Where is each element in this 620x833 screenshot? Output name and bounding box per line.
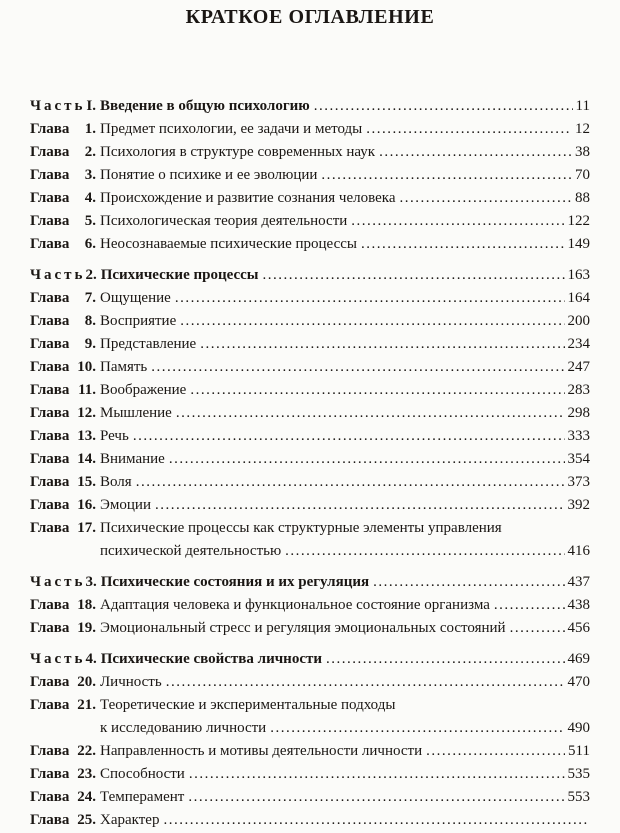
chapter-word: Глава — [30, 236, 70, 252]
entry-line-2 — [100, 540, 590, 563]
chapter-word: Глава — [30, 620, 70, 636]
entry-text: Психические свойства личности — [100, 651, 322, 667]
entry-line — [100, 425, 590, 448]
entry-label — [30, 571, 97, 594]
entry-number: 18. — [77, 597, 96, 613]
entry-number: 19. — [77, 620, 96, 636]
chapter-word: Глава — [30, 789, 70, 805]
entry-body — [100, 333, 590, 356]
entry-body — [100, 448, 590, 471]
entry-body — [100, 310, 590, 333]
entry-line — [101, 648, 590, 671]
chapter-word: Глава — [30, 520, 70, 536]
dot-leader — [285, 540, 564, 563]
entry-label — [30, 517, 96, 563]
toc-entry-part — [30, 648, 590, 671]
entry-body — [100, 210, 590, 233]
entry-line — [100, 763, 590, 786]
entry-text: Ощущение — [100, 290, 171, 306]
dot-leader — [151, 356, 564, 379]
dot-leader — [200, 333, 564, 356]
toc-entry-part — [30, 571, 590, 594]
dot-leader — [190, 379, 564, 402]
entry-number: 11. — [78, 382, 96, 398]
entry-body — [100, 494, 590, 517]
entry-line — [100, 95, 590, 118]
entry-number: 4. — [84, 190, 96, 206]
toc-entry-chapter — [30, 763, 590, 786]
entry-text: Направленность и мотивы деятельности личности — [100, 743, 423, 759]
chapter-word: Глава — [30, 428, 70, 444]
entry-body — [101, 571, 590, 594]
entry-line — [100, 210, 590, 233]
entry-label — [30, 740, 96, 763]
entry-line-1 — [100, 517, 590, 540]
entry-body — [101, 264, 590, 287]
entry-body — [100, 402, 590, 425]
page-number: 354 — [567, 451, 590, 467]
entry-number: 6. — [84, 236, 96, 252]
toc-entry-chapter — [30, 164, 590, 187]
entry-body — [100, 379, 590, 402]
entry-body — [100, 763, 590, 786]
entry-text-2: к исследованию личности — [100, 720, 267, 736]
entry-number: 3. — [85, 574, 97, 590]
part-word: Часть — [30, 267, 86, 283]
entry-text: Темперамент — [100, 789, 185, 805]
entry-number: 10. — [77, 359, 96, 375]
entry-label — [30, 471, 96, 494]
chapter-word: Глава — [30, 313, 70, 329]
dot-leader — [510, 617, 565, 640]
entry-text-1: Психические процессы как структурные элементы управления — [100, 520, 502, 536]
toc-entry-chapter — [30, 517, 590, 563]
dot-leader — [166, 671, 565, 694]
chapter-word: Глава — [30, 190, 70, 206]
entry-line-2 — [100, 717, 590, 740]
entry-text: Эмоции — [100, 497, 151, 513]
entry-label — [30, 310, 96, 333]
toc-entry-chapter — [30, 617, 590, 640]
entry-body — [100, 517, 590, 563]
entry-body — [100, 594, 590, 617]
page-number: 70 — [575, 167, 590, 183]
dot-leader — [180, 310, 564, 333]
entry-body — [100, 694, 590, 740]
page-number: 490 — [567, 720, 590, 736]
chapter-word: Глава — [30, 213, 70, 229]
chapter-word: Глава — [30, 697, 70, 713]
page-number: 164 — [567, 290, 590, 306]
entry-text: Адаптация человека и функциональное состояние организма — [100, 597, 490, 613]
entry-number: 23. — [77, 766, 96, 782]
dot-leader — [494, 594, 565, 617]
entry-label — [30, 425, 96, 448]
entry-label — [30, 264, 97, 287]
dot-leader — [133, 425, 565, 448]
entry-number: 25. — [77, 812, 96, 828]
entry-line — [100, 356, 590, 379]
entry-number: 15. — [77, 474, 96, 490]
entry-number: 3. — [84, 167, 96, 183]
toc-entry-chapter — [30, 379, 590, 402]
entry-number: I. — [86, 98, 96, 114]
chapter-word: Глава — [30, 336, 70, 352]
entry-text: Воля — [100, 474, 132, 490]
page-number: 247 — [567, 359, 590, 375]
chapter-word: Глава — [30, 382, 70, 398]
dot-leader — [163, 809, 587, 832]
entry-body — [100, 740, 590, 763]
entry-body — [100, 118, 590, 141]
toc-entry-chapter — [30, 594, 590, 617]
entry-body — [100, 671, 590, 694]
entry-label — [30, 356, 96, 379]
page-number: 456 — [567, 620, 590, 636]
entry-label — [30, 141, 96, 164]
entry-number: 7. — [84, 290, 96, 306]
entry-text: Психические состояния и их регуляция — [100, 574, 370, 590]
entry-label — [30, 617, 96, 640]
page-number: 535 — [567, 766, 590, 782]
entry-label — [30, 95, 96, 118]
entry-label — [30, 379, 96, 402]
dot-leader — [314, 95, 573, 118]
entry-label — [30, 763, 96, 786]
entry-text: Введение в общую психологию — [100, 98, 310, 114]
entry-number: 22. — [77, 743, 96, 759]
toc-entry-chapter — [30, 740, 590, 763]
entry-text: Речь — [100, 428, 129, 444]
entry-text: Психология в структуре современных наук — [100, 144, 376, 160]
entry-number: 17. — [77, 520, 96, 536]
toc-entry-chapter — [30, 809, 590, 832]
page-number: 122 — [567, 213, 590, 229]
page-number: 333 — [567, 428, 590, 444]
page-number: 11 — [575, 98, 590, 114]
page-title: КРАТКОЕ ОГЛАВЛЕНИЕ — [185, 6, 435, 28]
entry-number: 13. — [77, 428, 96, 444]
entry-line — [100, 187, 590, 210]
entry-line — [100, 594, 590, 617]
entry-line — [100, 786, 590, 809]
chapter-word: Глава — [30, 121, 70, 137]
entry-line-1 — [100, 694, 590, 717]
entry-line — [100, 233, 590, 256]
entry-number: 8. — [84, 313, 96, 329]
toc-entry-chapter — [30, 448, 590, 471]
entry-label — [30, 118, 96, 141]
toc-entry-chapter — [30, 287, 590, 310]
entry-body — [100, 471, 590, 494]
dot-leader — [373, 571, 564, 594]
chapter-word: Глава — [30, 743, 70, 759]
chapter-word: Глава — [30, 674, 70, 690]
dot-leader — [262, 264, 564, 287]
entry-text: Понятие о психике и ее эволюции — [100, 167, 318, 183]
toc-entry-chapter — [30, 356, 590, 379]
table-of-contents — [30, 95, 590, 832]
page-number: 437 — [567, 574, 590, 590]
entry-text: Личность — [100, 674, 162, 690]
entry-number: 2. — [85, 267, 97, 283]
toc-entry-chapter — [30, 141, 590, 164]
dot-leader — [426, 740, 565, 763]
toc-entry-chapter — [30, 233, 590, 256]
entry-line — [100, 402, 590, 425]
entry-number: 21. — [77, 697, 96, 713]
entry-label — [30, 333, 96, 356]
entry-body — [100, 164, 590, 187]
dot-leader — [176, 402, 565, 425]
dot-leader — [155, 494, 565, 517]
entry-text: Неосознаваемые психические процессы — [100, 236, 357, 252]
entry-line — [100, 141, 590, 164]
entry-label — [30, 187, 96, 210]
page-number: 12 — [575, 121, 590, 137]
entry-number: 12. — [77, 405, 96, 421]
toc-entry-chapter — [30, 333, 590, 356]
entry-body — [100, 187, 590, 210]
entry-label — [30, 671, 96, 694]
page-number: 234 — [567, 336, 590, 352]
dot-leader — [189, 763, 565, 786]
toc-entry-chapter — [30, 187, 590, 210]
toc-entry-chapter — [30, 402, 590, 425]
toc-entry-chapter — [30, 310, 590, 333]
toc-entry-part — [30, 95, 590, 118]
entry-text-1: Теоретические и экспериментальные подходы — [100, 697, 396, 713]
entry-text: Восприятие — [100, 313, 177, 329]
chapter-word: Глава — [30, 497, 70, 513]
entry-number: 20. — [77, 674, 96, 690]
entry-line — [101, 571, 590, 594]
page-number: 200 — [567, 313, 590, 329]
entry-label — [30, 233, 96, 256]
entry-body — [100, 233, 590, 256]
dot-leader — [361, 233, 565, 256]
page-number: 511 — [568, 743, 590, 759]
entry-label — [30, 694, 96, 740]
entry-label — [30, 164, 96, 187]
dot-leader — [136, 471, 565, 494]
chapter-word: Глава — [30, 167, 70, 183]
entry-number: 5. — [84, 213, 96, 229]
entry-line — [100, 448, 590, 471]
entry-line — [100, 617, 590, 640]
page-number: 469 — [567, 651, 590, 667]
entry-label — [30, 287, 96, 310]
entry-number: 1. — [84, 121, 96, 137]
entry-label — [30, 494, 96, 517]
entry-label — [30, 786, 96, 809]
page-number: 298 — [567, 405, 590, 421]
chapter-word: Глава — [30, 451, 70, 467]
page-number: 553 — [567, 789, 590, 805]
part-word: Часть — [30, 98, 86, 114]
dot-leader — [366, 118, 572, 141]
entry-line — [100, 379, 590, 402]
entry-label — [30, 448, 96, 471]
entry-line — [100, 333, 590, 356]
dot-leader — [321, 164, 572, 187]
entry-text: Способности — [100, 766, 185, 782]
entry-text: Происхождение и развитие сознания человека — [100, 190, 396, 206]
page-number: 373 — [567, 474, 590, 490]
page-number: 149 — [567, 236, 590, 252]
entry-label — [30, 809, 96, 832]
entry-text: Характер — [100, 812, 160, 828]
entry-line — [100, 494, 590, 517]
entry-text: Память — [100, 359, 148, 375]
dot-leader — [270, 717, 564, 740]
entry-body — [100, 287, 590, 310]
entry-number: 16. — [77, 497, 96, 513]
entry-body — [101, 648, 590, 671]
entry-line — [101, 264, 590, 287]
entry-label — [30, 402, 96, 425]
entry-body — [100, 786, 590, 809]
dot-leader — [175, 287, 565, 310]
chapter-word: Глава — [30, 766, 70, 782]
entry-body — [100, 425, 590, 448]
entry-label — [30, 648, 97, 671]
chapter-word: Глава — [30, 290, 70, 306]
entry-number: 2. — [84, 144, 96, 160]
entry-text: Воображение — [100, 382, 187, 398]
entry-number: 14. — [77, 451, 96, 467]
chapter-word: Глава — [30, 144, 70, 160]
chapter-word: Глава — [30, 359, 70, 375]
page-number: 416 — [567, 543, 590, 559]
entry-line — [100, 671, 590, 694]
chapter-word: Глава — [30, 405, 70, 421]
entry-line — [100, 740, 590, 763]
entry-text: Представление — [100, 336, 197, 352]
toc-entry-chapter — [30, 210, 590, 233]
toc-entry-chapter — [30, 471, 590, 494]
toc-entry-chapter — [30, 494, 590, 517]
toc-entry-chapter — [30, 786, 590, 809]
entry-body — [100, 617, 590, 640]
entry-text: Психологическая теория деятельности — [100, 213, 348, 229]
part-word: Часть — [30, 574, 86, 590]
toc-entry-chapter — [30, 118, 590, 141]
entry-line — [100, 164, 590, 187]
entry-text: Эмоциональный стресс и регуляция эмоциональных состояний — [100, 620, 506, 636]
entry-text: Психические процессы — [100, 267, 259, 283]
toc-entry-chapter — [30, 671, 590, 694]
page-number: 88 — [575, 190, 590, 206]
dot-leader — [169, 448, 565, 471]
entry-text: Мышление — [100, 405, 172, 421]
entry-number: 4. — [85, 651, 97, 667]
entry-line — [100, 118, 590, 141]
entry-body — [100, 356, 590, 379]
page-number: 163 — [567, 267, 590, 283]
dot-leader — [399, 187, 572, 210]
dot-leader — [351, 210, 564, 233]
entry-line — [100, 809, 590, 832]
entry-body — [100, 95, 590, 118]
toc-entry-chapter — [30, 425, 590, 448]
page-number: 470 — [567, 674, 590, 690]
chapter-word: Глава — [30, 812, 70, 828]
page-number: 283 — [567, 382, 590, 398]
entry-label — [30, 594, 96, 617]
chapter-word: Глава — [30, 474, 70, 490]
page-number: 438 — [567, 597, 590, 613]
entry-number: 9. — [84, 336, 96, 352]
entry-line — [100, 287, 590, 310]
page-number: 38 — [575, 144, 590, 160]
entry-line — [100, 310, 590, 333]
toc-entry-part — [30, 264, 590, 287]
entry-label — [30, 210, 96, 233]
dot-leader — [188, 786, 564, 809]
page-number: 392 — [567, 497, 590, 513]
entry-body — [100, 141, 590, 164]
entry-text: Предмет психологии, ее задачи и методы — [100, 121, 363, 137]
entry-text: Внимание — [100, 451, 165, 467]
entry-body — [100, 809, 590, 832]
entry-number: 24. — [77, 789, 96, 805]
dot-leader — [326, 648, 565, 671]
part-word: Часть — [30, 651, 86, 667]
dot-leader — [379, 141, 572, 164]
entry-text-2: психической деятельностью — [100, 543, 282, 559]
toc-entry-chapter — [30, 694, 590, 740]
chapter-word: Глава — [30, 597, 70, 613]
entry-line — [100, 471, 590, 494]
